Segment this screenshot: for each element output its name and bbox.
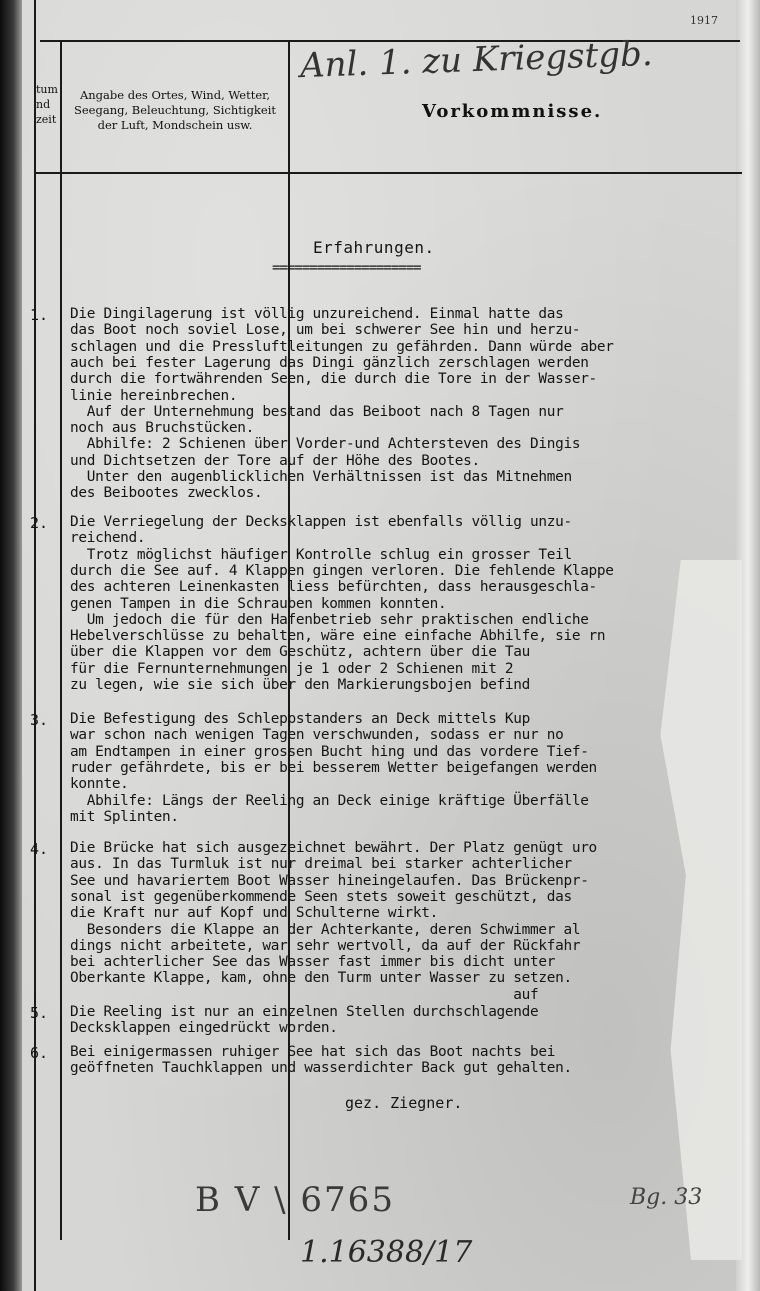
document-section-title: Erfahrungen.: [313, 238, 435, 257]
item-text-line: zu legen, wie sie sich über den Markierungsbojen befind: [70, 677, 531, 693]
item-text-line: für die Fernunternehmungen je 1 oder 2 Schienen mit 2: [70, 660, 514, 677]
page-number-fragment: 1917: [690, 14, 718, 27]
item-text-line: noch aus Bruchstücken.: [70, 420, 255, 437]
header-events-column: Vorkommnisse.: [422, 101, 603, 122]
item-text-line: Besonders die Klappe an der Achterkante, deren Schwimmer al: [70, 921, 581, 938]
item-text-line: Decksklappen eingedrückt worden.: [70, 1020, 338, 1037]
item-text-line: mit Splinten.: [70, 808, 179, 825]
header-bottom-rule: [36, 172, 742, 174]
column-divider-left: [60, 40, 62, 1240]
item-text-line: die Kraft nur auf Kopf und Schulterne wirkt.: [70, 905, 439, 922]
item-text-line: auf: [70, 986, 539, 1003]
archive-stamp: B V \ 6765: [195, 1180, 395, 1220]
item-text-line: dings nicht arbeitete, war sehr wertvoll, da auf der Rückfahr: [70, 937, 581, 954]
page-left-border: [34, 0, 36, 1291]
item-text-line: Die Dingilagerung ist völlig unzureichend. Einmal hatte das: [70, 306, 564, 322]
handwritten-reference: Bg. 33: [630, 1185, 703, 1210]
item-text-line: genen Tampen in die Schrauben kommen konnten.: [70, 595, 447, 612]
item-text-line: Die Verriegelung der Decksklappen ist ebenfalls völlig unzu-: [70, 514, 572, 530]
item-number: 6.: [30, 1044, 49, 1062]
item-text-line: des Beibootes zwecklos.: [70, 485, 263, 502]
item-text-line: Abhilfe: Längs der Reeling an Deck einige kräftige Überfälle: [70, 792, 589, 809]
archive-handwritten-number: 1.16388/17: [300, 1235, 473, 1270]
item-text-line: Hebelverschlüsse zu behalten, wäre eine einfache Abhilfe, sie rn: [70, 628, 606, 645]
item-text-line: Die Befestigung des Schleppstanders an Deck mittels Kup: [70, 711, 531, 727]
handwritten-annotation-title: Anl. 1. zu Kriegstgb.: [299, 33, 654, 87]
header-date-column-fragment: tum nd zeit: [36, 83, 58, 126]
item-text-line: durch die fortwährenden Seen, die durch die Tore in der Wasser-: [70, 371, 597, 388]
item-text-line: konnte.: [70, 776, 129, 793]
item-text-line: linie hereinbrechen.: [70, 387, 238, 404]
item-text-line: war schon nach wenigen Tagen verschwunden, sodass er nur no: [70, 727, 564, 744]
item-text-line: Die Reeling ist nur an einzelnen Stellen durchschlagende: [70, 1004, 539, 1020]
item-text-line: ruder gefährdete, bis er bei besserem Wetter beigefangen werden: [70, 759, 597, 776]
item-number: 5.: [30, 1004, 49, 1022]
item-text-line: geöffneten Tauchklappen und wasserdichter Back gut gehalten.: [70, 1060, 572, 1077]
item-text-line: Unter den augenblicklichen Verhältnissen ist das Mitnehmen: [70, 469, 572, 485]
item-text-line: Bei einigermassen ruhiger See hat sich das Boot nachts bei: [70, 1044, 556, 1060]
header-place-weather-column: Angabe des Ortes, Wind, Wetter, Seegang, Beleuchtung, Sichtigkeit der Luft, Mondschein usw.: [73, 88, 277, 132]
item-text-line: Auf der Unternehmung bestand das Beiboot nach 8 Tagen nur: [70, 403, 564, 420]
item-text-line: das Boot noch soviel Lose, um bei schwerer See hin und herzu-: [70, 322, 581, 339]
item-text-line: See und havariertem Boot Wasser hineingelaufen. Das Brückenpr-: [70, 872, 589, 889]
item-text-line: des achteren Leinenkasten liess befürchten, dass herausgeschla-: [70, 579, 597, 596]
title-double-underline: ====================: [272, 260, 421, 276]
torn-paper-overlay: [640, 560, 742, 1260]
item-text-line: schlagen und die Pressluftleitungen zu gefährden. Dann würde aber: [70, 338, 614, 355]
item-text-line: sonal ist gegenüberkommende Seen stets soweit geschützt, das: [70, 888, 572, 905]
item-number: 1.: [30, 306, 49, 324]
item-number: 2.: [30, 514, 49, 532]
item-text-line: über die Klappen vor dem Geschütz, achtern über die Tau: [70, 644, 531, 661]
item-text-line: am Endtampen in einer grossen Bucht hing und das vordere Tief-: [70, 743, 589, 760]
scan-binding-edge: [0, 0, 22, 1291]
item-text-line: Die Brücke hat sich ausgezeichnet bewährt. Der Platz genügt uro: [70, 840, 597, 856]
item-text-line: und Dichtsetzen der Tore auf der Höhe des Bootes.: [70, 452, 480, 469]
item-text-line: reichend.: [70, 530, 146, 547]
signature: gez. Ziegner.: [345, 1094, 463, 1112]
item-text-line: Abhilfe: 2 Schienen über Vorder-und Achtersteven des Dingis: [70, 436, 581, 453]
item-text-line: Trotz möglichst häufiger Kontrolle schlug ein grosser Teil: [70, 546, 572, 563]
item-text-line: durch die See auf. 4 Klappen gingen verloren. Die fehlende Klappe: [70, 562, 614, 579]
item-text-line: bei achterlicher See das Wasser fast immer bis dicht unter: [70, 954, 556, 971]
item-text-line: auch bei fester Lagerung das Dingi gänzlich zerschlagen werden: [70, 354, 589, 371]
item-text-line: Um jedoch die für den Hafenbetrieb sehr praktischen endliche: [70, 611, 589, 628]
item-number: 4.: [30, 840, 49, 858]
item-text-line: aus. In das Turmluk ist nur dreimal bei starker achterlicher: [70, 856, 572, 873]
item-text-line: Oberkante Klappe, kam, ohne den Turm unter Wasser zu setzen.: [70, 970, 572, 987]
item-number: 3.: [30, 711, 49, 729]
